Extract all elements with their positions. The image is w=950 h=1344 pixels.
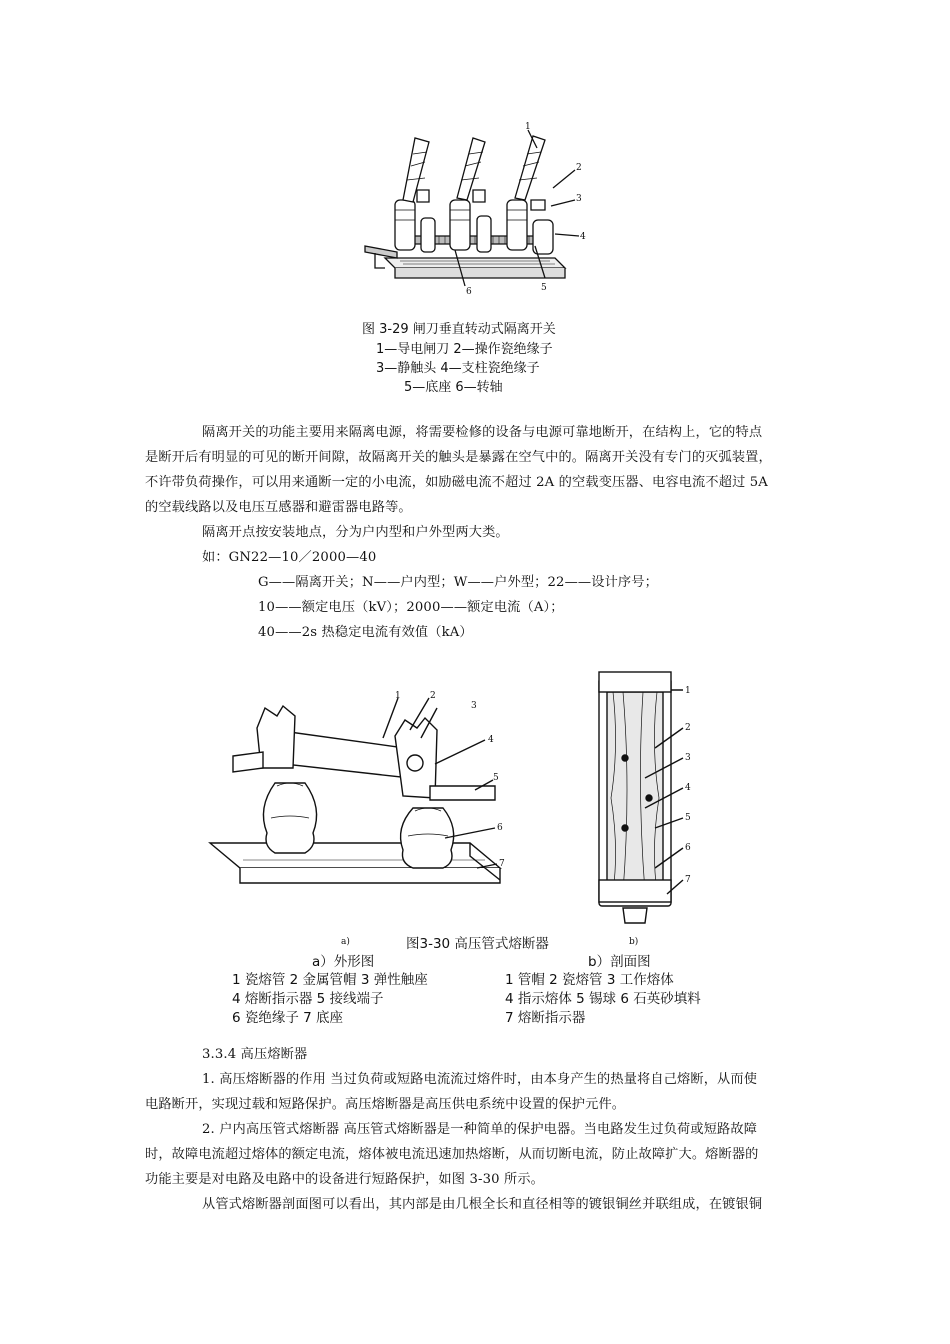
fig2a-callout-2: 2	[430, 691, 436, 701]
figure1-legend-line-1: 1—导电闸刀 2—操作瓷绝缘子	[376, 342, 553, 357]
section-line-3: 2. 户内高压管式熔断器 高压管式熔断器是一种简单的保护电器。当电路发生过负荷或短路故障	[202, 1122, 758, 1137]
fig2a-mark: a)	[341, 937, 350, 947]
model-explain-3: 40——2s 热稳定电流有效值（kA）	[258, 625, 473, 640]
fig2b-callout-2: 2	[685, 723, 691, 733]
model-explain-1: G——隔离开关；N——户内型；W——户外型；22——设计序号；	[258, 575, 658, 590]
figure2-sub-a-label: a）外形图	[312, 954, 375, 970]
figure1-caption-title: 图 3-29 闸刀垂直转动式隔离开关	[362, 322, 556, 337]
paragraph-line-4: 的空载线路以及电压互感器和避雷器电路等。	[145, 500, 412, 515]
callout-5: 5	[541, 283, 547, 293]
figure2-sub-b-label: b）剖面图	[588, 954, 651, 970]
fig2b-callout-6: 6	[685, 843, 691, 853]
fig2a-callout-1: 1	[395, 691, 401, 701]
section-line-2: 电路断开，实现过载和短路保护。高压熔断器是高压供电系统中设置的保护元件。	[145, 1097, 626, 1112]
section-line-6: 从管式熔断器剖面图可以看出，其内部是由几根全长和直径相等的镀银铜丝并联组成，在镀银铜	[202, 1197, 763, 1212]
fig2b-callout-1: 1	[685, 686, 691, 696]
figure2-legend-a-1: 1 瓷熔管 2 金属管帽 3 弹性触座	[232, 972, 428, 988]
section-line-1: 1. 高压熔断器的作用 当过负荷或短路电流流过熔件时，由本身产生的热量将自己熔断，从而使	[202, 1072, 758, 1087]
figure1-legend-line-3: 5—底座 6—转轴	[404, 380, 503, 395]
isolating-switch-figure	[355, 118, 605, 300]
figure2-legend-b-1: 1 管帽 2 瓷熔管 3 工作熔体	[505, 972, 674, 988]
paragraph-line-2: 是断开后有明显的可见的断开间隙，故隔离开关的触头是暴露在空气中的。隔离开关没有专门的灭弧装置，	[145, 450, 772, 465]
section-line-5: 功能主要是对电路及电路中的设备进行短路保护，如图 3-30 所示。	[145, 1172, 545, 1187]
model-example: 如：GN22—10／2000—40	[202, 550, 377, 565]
fig2a-callout-6: 6	[497, 823, 503, 833]
fig2a-callout-7: 7	[499, 859, 505, 869]
figure2-legend-a-3: 6 瓷绝缘子 7 底座	[232, 1010, 344, 1026]
figure1-legend-line-2: 3—静触头 4—支柱瓷绝缘子	[376, 361, 540, 376]
figure2-legend-a-2: 4 熔断指示器 5 接线端子	[232, 991, 384, 1007]
callout-4: 4	[580, 232, 586, 242]
figure2-caption-title: 图3-30 高压管式熔断器	[406, 936, 549, 952]
fig2b-callout-4: 4	[685, 783, 691, 793]
figure2-legend-b-2: 4 指示熔体 5 锡球 6 石英砂填料	[505, 991, 701, 1007]
section-heading: 3.3.4 高压熔断器	[202, 1047, 308, 1062]
fig2a-callout-3: 3	[471, 701, 477, 711]
callout-6: 6	[466, 287, 472, 297]
callout-1: 1	[525, 122, 531, 132]
model-explain-2: 10——额定电压（kV）；2000——额定电流（A）；	[258, 600, 564, 615]
fig2a-callout-5: 5	[493, 773, 499, 783]
callout-2: 2	[576, 163, 582, 173]
fig2b-mark: b)	[629, 937, 639, 947]
fig2b-callout-7: 7	[685, 875, 691, 885]
paragraph-line-1: 隔离开关的功能主要用来隔离电源，将需要检修的设备与电源可靠地断开，在结构上，它的特点	[202, 425, 763, 440]
callout-3: 3	[576, 194, 582, 204]
paragraph-line-5: 隔离开点按安装地点，分为户内型和户外型两大类。	[202, 525, 509, 540]
fig2a-callout-4: 4	[488, 735, 494, 745]
tube-fuse-figure	[205, 668, 710, 950]
fig2b-callout-5: 5	[685, 813, 691, 823]
section-line-4: 时，故障电流超过熔体的额定电流，熔体被电流迅速加热熔断，从而切断电流，防止故障扩大。熔断器的	[145, 1147, 759, 1162]
fig2b-callout-3: 3	[685, 753, 691, 763]
figure2-legend-b-3: 7 熔断指示器	[505, 1010, 586, 1026]
paragraph-line-3: 不许带负荷操作，可以用来通断一定的小电流，如励磁电流不超过 2A 的空载变压器、电容电流不超过 5A	[145, 475, 768, 490]
